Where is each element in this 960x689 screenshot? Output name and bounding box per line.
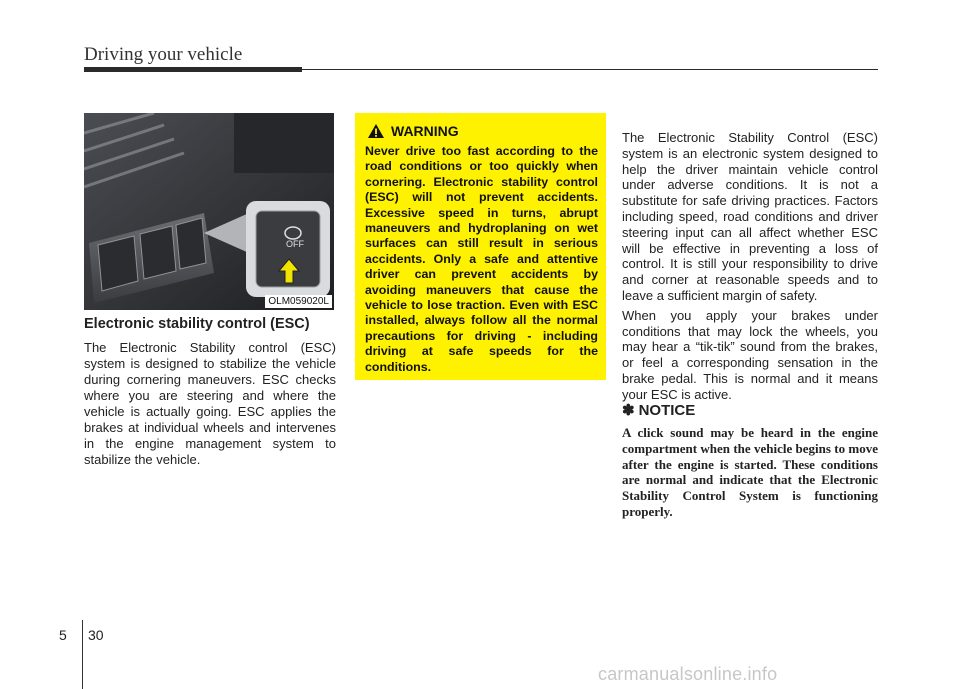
- header-bar: [84, 67, 302, 72]
- notice-title: NOTICE: [638, 401, 696, 419]
- esc-description: [622, 130, 878, 407]
- warning-title: WARNING: [391, 123, 459, 139]
- esc-switch-illustration: [84, 113, 334, 310]
- footer-divider: [82, 620, 83, 689]
- page-header-title: Driving your vehicle: [84, 44, 243, 65]
- warning-header: [367, 123, 598, 139]
- section-body: The Electronic Stability control (ESC) system is designed to stabilize the vehicle during cornering maneuvers. ESC checks where you are steering and where the vehicle is actually going. ESC applies the brakes at individual wheels and intervenes in the engine management system to stabilize the vehicle.: [84, 340, 336, 467]
- photo-caption: OLM059020L: [265, 295, 332, 308]
- header-rule: [302, 69, 878, 70]
- section-heading: Electronic stability control (ESC): [84, 316, 310, 332]
- esc-button-photo: [84, 113, 334, 310]
- warning-text: Never drive too fast according to the road conditions or too quickly when cornering. Electronic stability control (ESC) will not prevent accidents. Excessive speed in turns, abrupt maneuvers and hydroplaning on wet surfaces can still result in serious accidents. Only a safe and attentive driver can prevent accidents by avoiding maneuvers that cause the vehicle to lose traction. Even with ESC installed, always follow all the normal precautions for driving - including driving at safe speeds for the conditions.: [365, 144, 598, 374]
- notice-text: A click sound may be heard in the engine compartment when the vehicle begins to move after the engine is started. These conditions are normal and indicate that the Electronic Stability Control System is functioning properly.: [622, 425, 878, 519]
- warning-triangle-icon: [367, 123, 385, 139]
- watermark: carmanualsonline.info: [598, 664, 778, 684]
- svg-text:OFF: OFF: [286, 239, 304, 249]
- footer-section-number: 5: [59, 627, 67, 643]
- footer-page-number: 30: [88, 627, 104, 643]
- warning-box: [355, 113, 606, 380]
- notice-star-icon: ✽: [622, 402, 635, 419]
- esc-paragraph-2: When you apply your brakes under conditions that may lock the wheels, you may hear a “tik-tik” sound from the brakes, or feel a corresponding sensation in the brake pedal. This is normal and it means your ESC is active.: [622, 307, 878, 402]
- notice-header: [622, 401, 695, 419]
- esc-paragraph-1: The Electronic Stability Control (ESC) system is an electronic system designed to help the driver maintain vehicle control under adverse conditions. It is not a substitute for safe driving practices. Factors including speed, road conditions and driver steering input can all affect whether ESC will be effective in preventing a loss of control. It is still your responsibility to drive and corner at reasonable speeds and to leave a sufficient margin of safety.: [622, 130, 878, 303]
